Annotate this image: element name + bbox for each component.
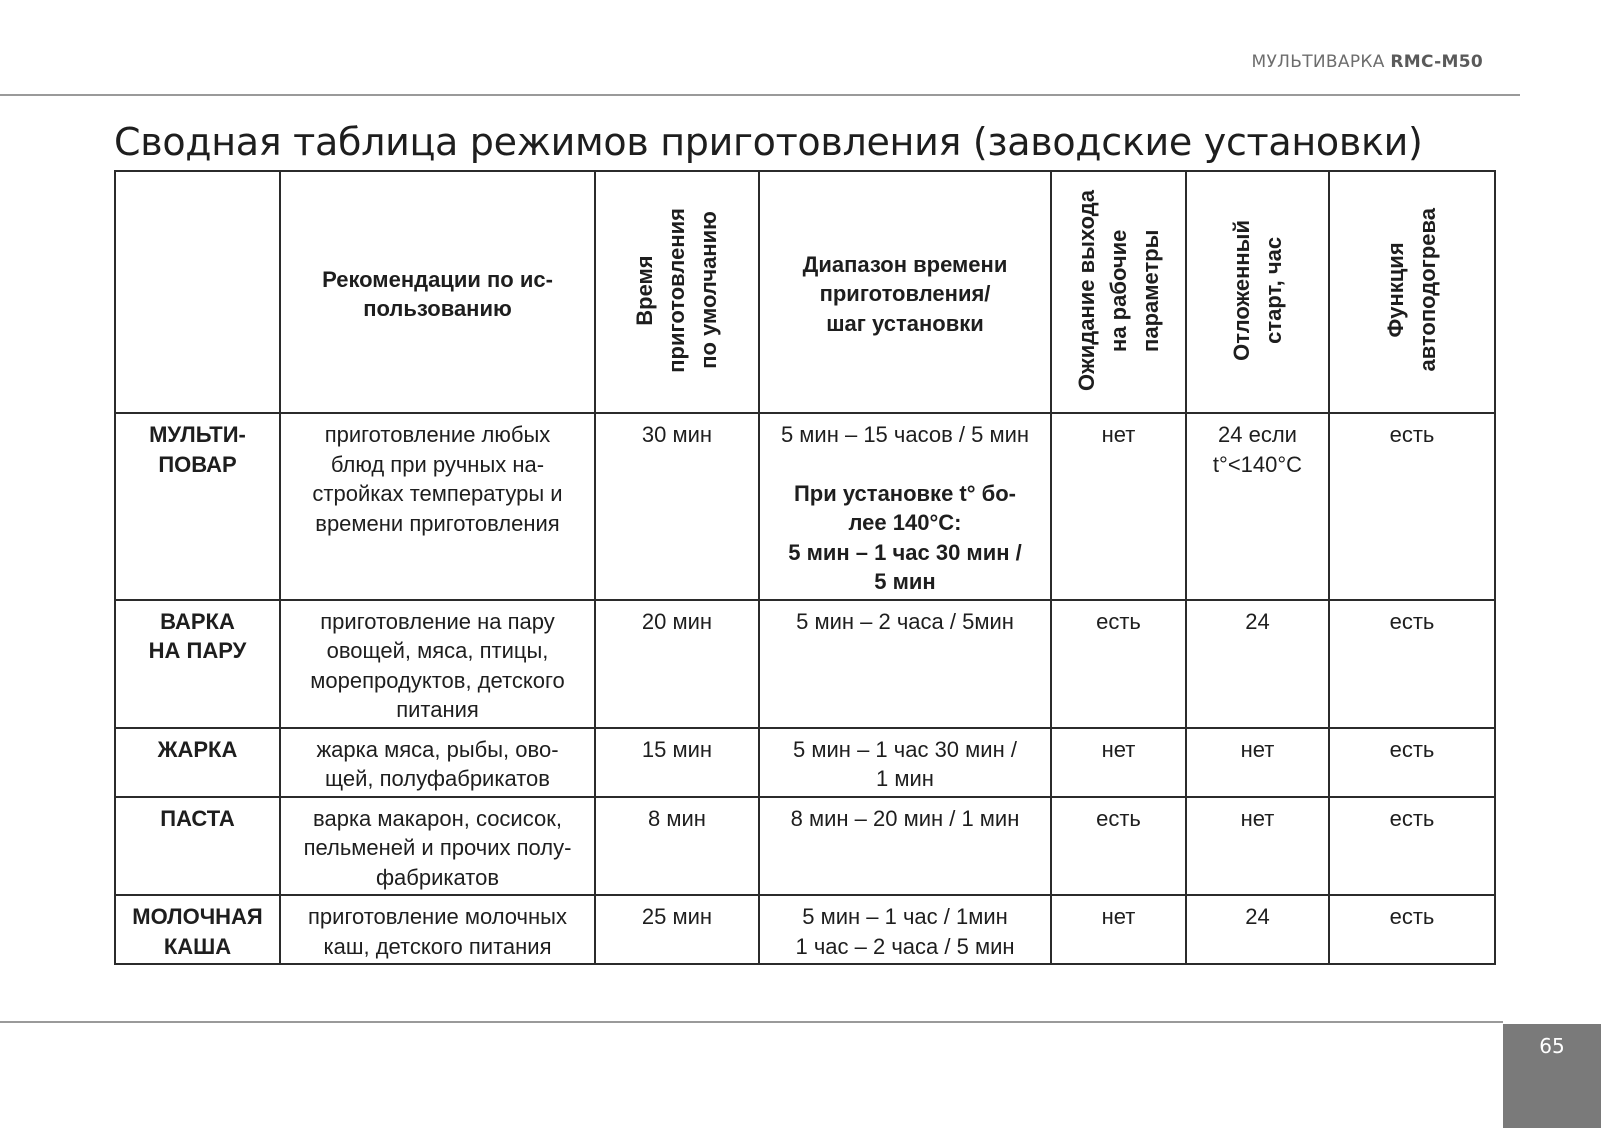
table-row (115, 895, 1495, 964)
cell-recommendation: приготовление на пару овощей, мяса, птицы, морепродуктов, детского питания (280, 600, 595, 728)
header-recommendations: Рекомендации по ис- пользованию (280, 171, 595, 413)
cell-recommendation: приготовление молочных каш, детского питания (280, 895, 595, 964)
cell-mode: ПАСТА (115, 797, 280, 896)
page-number: 65 (1539, 1034, 1565, 1058)
cell-auto-heat: есть (1329, 413, 1495, 600)
header-default-time (595, 171, 759, 413)
header-auto-heat (1329, 171, 1495, 413)
cell-delayed-start: нет (1186, 728, 1329, 797)
cell-mode: МУЛЬТИ- ПОВАР (115, 413, 280, 600)
cell-mode: МОЛОЧНАЯ КАША (115, 895, 280, 964)
header-model: RMC-M50 (1390, 52, 1483, 72)
cell-time-range: 5 мин – 1 час 30 мин / 1 мин (759, 728, 1051, 797)
cell-delayed-start: 24 если t°<140°С (1186, 413, 1329, 600)
table-row (115, 797, 1495, 896)
table-row (115, 413, 1495, 600)
cell-wait: нет (1051, 728, 1186, 797)
cell-default-time: 20 мин (595, 600, 759, 728)
header-delayed-start-label: Отложенный старт, час (1228, 219, 1286, 361)
cell-wait: нет (1051, 413, 1186, 600)
cell-default-time: 25 мин (595, 895, 759, 964)
cell-wait: есть (1051, 797, 1186, 896)
header-product-name (1252, 52, 1483, 72)
cell-recommendation: жарка мяса, рыбы, ово- щей, полуфабрикатов (280, 728, 595, 797)
cell-wait: есть (1051, 600, 1186, 728)
page-number-box (1503, 1024, 1601, 1128)
cell-mode: ВАРКА НА ПАРУ (115, 600, 280, 728)
cell-time-range: 5 мин – 1 час / 1мин 1 час – 2 часа / 5 мин (759, 895, 1051, 964)
cell-delayed-start: нет (1186, 797, 1329, 896)
cell-default-time: 30 мин (595, 413, 759, 600)
header-delayed-start (1186, 171, 1329, 413)
header-divider (0, 94, 1520, 96)
cooking-modes-table (114, 170, 1496, 965)
header-default-time-label: Время приготовления по умолчанию (632, 207, 721, 373)
time-range-note: При установке t° бо- лее 140°С: 5 мин – 1 час 30 мин / 5 мин (788, 480, 1022, 594)
cell-mode: ЖАРКА (115, 728, 280, 797)
table-row (115, 728, 1495, 797)
header-auto-heat-label: Функция автоподогрева (1383, 208, 1440, 373)
header-mode-blank (115, 171, 280, 413)
header-wait-params-label: Ожидание выхода на рабочие параметры (1073, 189, 1163, 391)
header-time-range: Диапазон времени приготовления/ шаг установки (759, 171, 1051, 413)
cell-recommendation: варка макарон, сосисок, пельменей и прочих полу- фабрикатов (280, 797, 595, 896)
page-title: Сводная таблица режимов приготовления (заводские установки) (114, 120, 1423, 164)
header-product-prefix: МУЛЬТИВАРКА (1251, 52, 1385, 72)
footer-divider (0, 1021, 1503, 1023)
cell-auto-heat: есть (1329, 895, 1495, 964)
cell-recommendation: приготовление любых блюд при ручных на- стройках температуры и времени приготовления (280, 413, 595, 600)
cell-default-time: 8 мин (595, 797, 759, 896)
cell-auto-heat: есть (1329, 600, 1495, 728)
cell-delayed-start: 24 (1186, 895, 1329, 964)
table-row (115, 600, 1495, 728)
cell-time-range: 5 мин – 2 часа / 5мин (759, 600, 1051, 728)
cell-time-range: 5 мин – 15 часов / 5 мин При установке t° бо- лее 140°С: 5 мин – 1 час 30 мин / 5 мин (759, 413, 1051, 600)
cell-auto-heat: есть (1329, 797, 1495, 896)
cell-delayed-start: 24 (1186, 600, 1329, 728)
cell-time-range: 8 мин – 20 мин / 1 мин (759, 797, 1051, 896)
cell-auto-heat: есть (1329, 728, 1495, 797)
cell-default-time: 15 мин (595, 728, 759, 797)
header-wait-params (1051, 171, 1186, 413)
table-header-row (115, 171, 1495, 413)
cell-wait: нет (1051, 895, 1186, 964)
